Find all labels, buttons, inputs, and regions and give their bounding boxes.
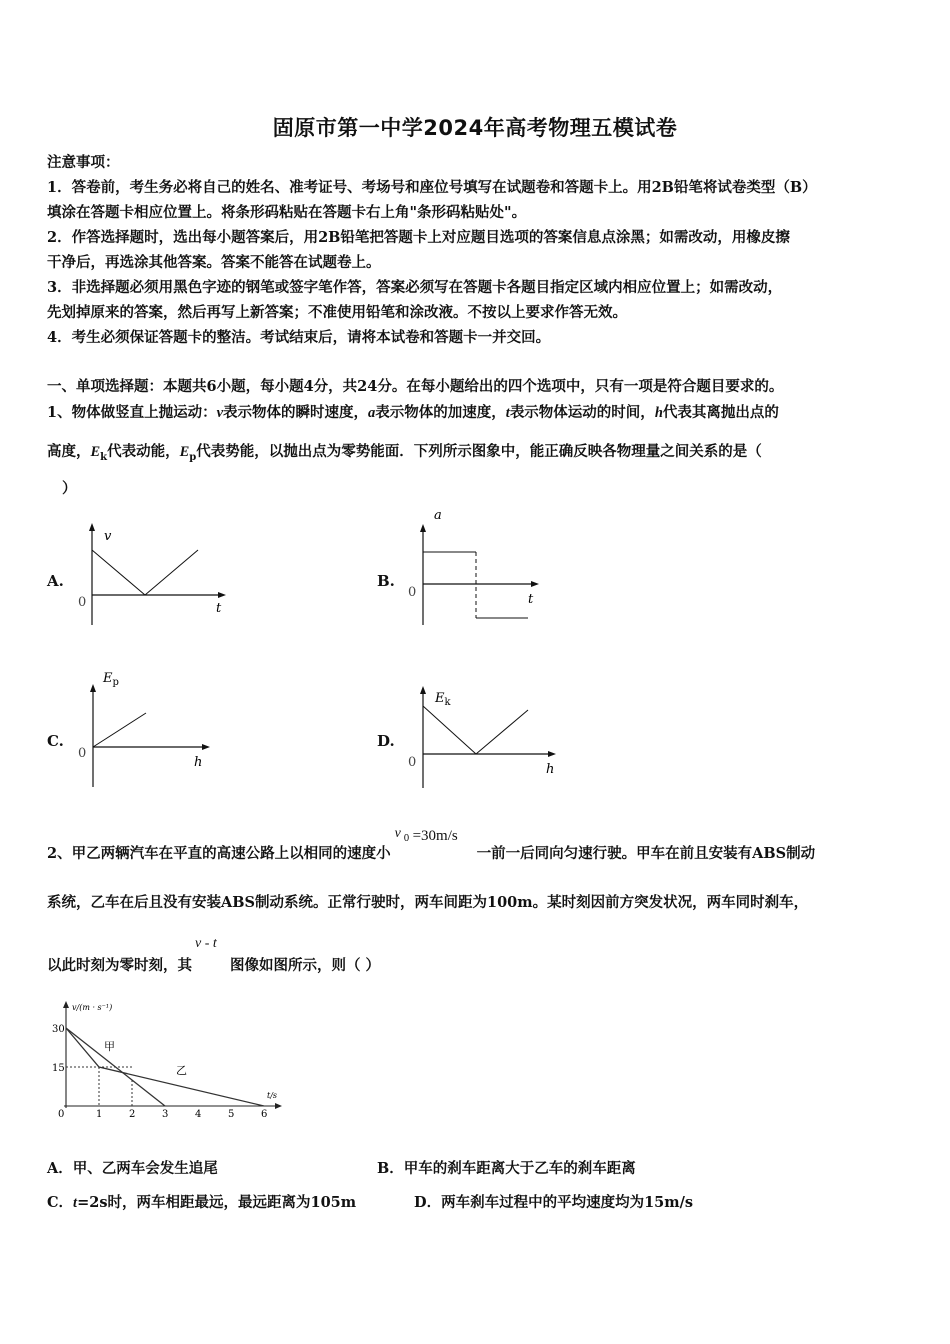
q1-line3: ） <box>62 480 77 497</box>
q2-option-d[interactable]: D．两车刹车过程中的平均速度均为15m/s <box>414 1194 694 1211</box>
q1-var-ek: E <box>90 444 101 460</box>
q1-sub-p: p <box>189 451 197 463</box>
q2-var-v0-sub: 0 <box>403 834 410 844</box>
page-title: 固原市第一中学2024年高考物理五模试卷 <box>272 116 678 140</box>
q2-text: 一前一后同向匀速行驶。甲车在前且安装有ABS制动 <box>476 845 816 862</box>
q1-text: 表示物体运动的时间， <box>509 404 655 421</box>
origin-label: 0 <box>408 755 417 770</box>
notice-line: 干净后，再选涂其他答案。答案不能答在试题卷上。 <box>47 254 381 271</box>
q1-text: 表示物体的瞬时速度， <box>223 404 369 421</box>
q1-var-h: h <box>654 405 663 421</box>
q1-option-b-graph[interactable] <box>400 505 550 630</box>
series-label-yi: 乙 <box>176 1064 187 1077</box>
q2-formula-v0 <box>391 826 477 858</box>
q1-var-t: t <box>505 405 510 421</box>
q2-line2: 系统，乙车在后且没有安装ABS制动系统。正常行驶时，两车间距为100m。某时刻因前方突发状况，两车同时刹车， <box>47 894 809 911</box>
axis-label-e: E <box>435 691 445 706</box>
x-tick-label: 6 <box>261 1109 268 1120</box>
x-tick-label: 2 <box>129 1109 136 1120</box>
notice-line: 填涂在答题卡相应位置上。将条形码粘贴在答题卡右上角"条形码粘贴处"。 <box>47 204 527 221</box>
axis-label-h: h <box>546 762 555 777</box>
axis-label-a: a <box>434 508 442 523</box>
q2-line3 <box>47 936 381 975</box>
axis-label-sub-p: p <box>112 677 119 688</box>
q1-option-d-graph[interactable] <box>400 680 565 790</box>
q2-option-a[interactable]: A．甲、乙两车会发生追尾 <box>47 1160 218 1177</box>
q1-line2 <box>47 440 762 463</box>
q2-option-c[interactable] <box>47 1191 356 1212</box>
q1-option-a-label[interactable]: A. <box>47 572 64 590</box>
axis-label-sub-k: k <box>444 697 451 708</box>
q1-text: 高度， <box>47 443 91 460</box>
q1-sub-k: k <box>100 451 108 463</box>
q1-text: 表示物体的加速度， <box>375 404 506 421</box>
section-heading: 一、单项选择题：本题共6小题，每小题4分，共24分。在每小题给出的四个选项中，只有一项是符合题目要求的。 <box>47 378 784 395</box>
q1-var-a: a <box>368 405 376 421</box>
origin-label: 0 <box>78 746 87 761</box>
q1-text: 代表其离抛出点的 <box>662 404 779 421</box>
svg-text:Ep <box>102 671 119 688</box>
q2-text: 图像如图所示，则（ ） <box>230 957 381 974</box>
q2-option-b[interactable]: B．甲车的刹车距离大于乙车的刹车距离 <box>377 1160 636 1177</box>
axis-label-e: E <box>103 671 113 686</box>
series-label-jia: 甲 <box>104 1040 115 1053</box>
axis-label-t: t <box>216 601 222 616</box>
origin-label: 0 <box>408 585 417 600</box>
q1-option-a-graph[interactable] <box>70 520 240 635</box>
q2-var-vt: v - t <box>195 936 217 951</box>
q1-text: 1、物体做竖直上抛运动： <box>47 404 217 421</box>
x-tick-label: 4 <box>195 1109 202 1120</box>
notice-line: 3．非选择题必须用黑色字迹的钢笔或签字笔作答，答案必须写在答题卡各题目指定区域内相应位置上；如需改动， <box>47 279 783 296</box>
q2-var-v0-value: =30m/s <box>412 828 458 844</box>
y-tick-label: 30 <box>52 1024 65 1035</box>
q2-option-c-label: C． <box>47 1194 74 1211</box>
q1-var-ep: E <box>179 444 190 460</box>
q2-text: 2、甲乙两辆汽车在平直的高速公路上以相同的速度小 <box>47 845 391 862</box>
axis-label-v: v <box>104 529 112 544</box>
svg-text:Ek <box>434 691 452 708</box>
q2-line1 <box>47 826 816 863</box>
notice-line: 1．答卷前，考生务必将自己的姓名、准考证号、考场号和座位号填写在试题卷和答题卡上。用2B铅笔将试卷类型（B） <box>47 179 817 196</box>
q2-text: 以此时刻为零时刻，其 <box>47 957 192 974</box>
series-yi <box>66 1028 165 1106</box>
axis-label-t: t <box>528 592 534 607</box>
notice-line: 4．考生必须保证答题卡的整洁。考试结束后，请将本试卷和答题卡一并交回。 <box>47 329 551 346</box>
q2-vt-graph <box>48 998 288 1120</box>
notice-heading: 注意事项： <box>47 154 120 171</box>
y-axis-label: v/(m · s⁻¹) <box>72 1003 113 1012</box>
axis-label-h: h <box>194 755 203 770</box>
q1-var-v: v <box>216 405 224 421</box>
x-tick-label: 1 <box>96 1109 103 1120</box>
q1-text: 代表势能，以抛出点为零势能面．下列所示图象中，能正确反映各物理量之间关系的是（ <box>196 443 762 460</box>
origin-label: 0 <box>78 595 87 610</box>
q1-option-c-graph[interactable] <box>70 665 220 790</box>
q1-line1 <box>47 401 779 422</box>
x-tick-label: 0 <box>58 1109 65 1120</box>
q2-option-c-text: =2s时，两车相距最远，最远距离为105m <box>77 1194 357 1211</box>
notice-line: 2．作答选择题时，选出每小题答案后，用2B铅笔把答题卡上对应题目选项的答案信息点涂黑；如需改动，用橡皮擦 <box>47 229 790 246</box>
y-axis-arrow <box>63 1001 69 1008</box>
q2-option-c-var-t: t <box>73 1195 78 1211</box>
q2-formula-vt <box>192 936 230 970</box>
q2-var-v0: v <box>394 826 401 841</box>
x-axis-label: t/s <box>267 1091 278 1100</box>
x-tick-label: 3 <box>162 1109 169 1120</box>
x-tick-label: 5 <box>228 1109 235 1120</box>
y-tick-label: 15 <box>52 1063 65 1074</box>
q1-option-d-label[interactable]: D. <box>377 732 395 750</box>
q1-text: 代表动能， <box>107 443 180 460</box>
q1-option-c-label[interactable]: C. <box>47 732 64 750</box>
q1-option-b-label[interactable]: B. <box>377 572 395 590</box>
x-axis-arrow <box>275 1103 282 1109</box>
notice-line: 先划掉原来的答案，然后再写上新答案；不准使用铅笔和涂改液。不按以上要求作答无效。 <box>47 304 627 321</box>
